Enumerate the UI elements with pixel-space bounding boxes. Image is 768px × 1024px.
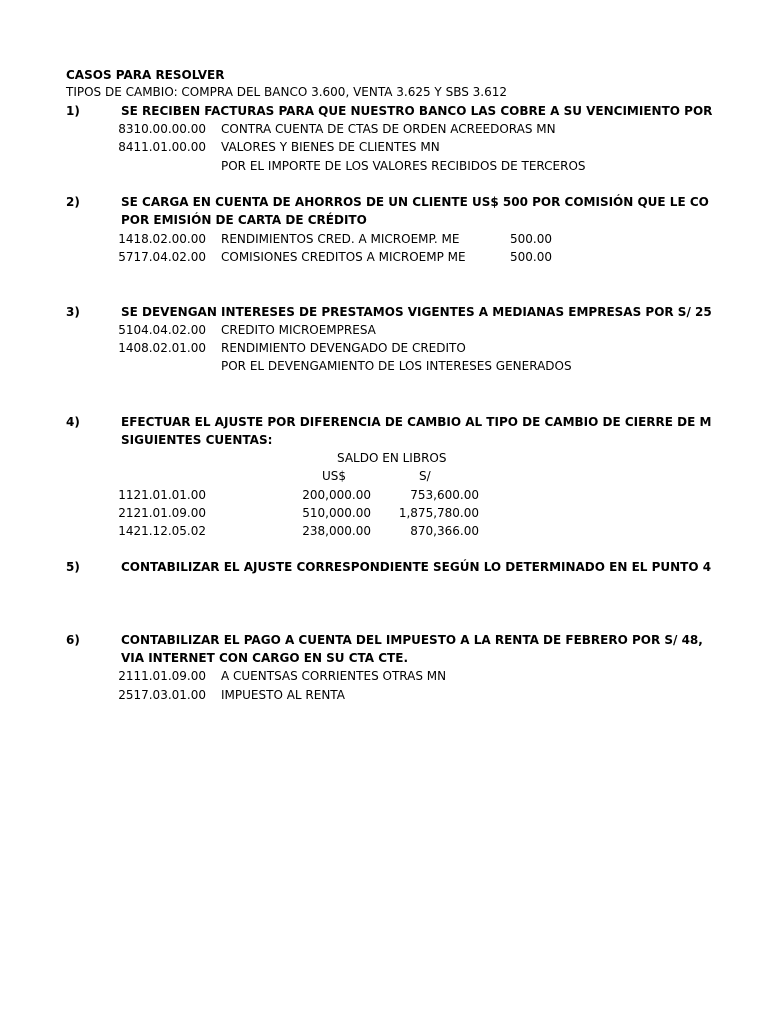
case-2-title: SE CARGA EN CUENTA DE AHORROS DE UN CLIENTE US$ 500 POR COMISIÓN QUE LE CO [121, 195, 709, 209]
case-1-account-1: 8310.00.00.00 [118, 122, 206, 136]
case-4-account-2: 2121.01.09.00 [118, 506, 206, 520]
case-2-desc-1: RENDIMIENTOS CRED. A MICROEMP. ME [221, 232, 460, 246]
case-3-number: 3) [66, 305, 80, 319]
case-6-account-2: 2517.03.01.00 [118, 688, 206, 702]
case-4-title-line-2: SIGUIENTES CUENTAS: [121, 433, 273, 447]
case-3-desc-1: CREDITO MICROEMPRESA [221, 323, 376, 337]
case-2-desc-2: COMISIONES CREDITOS A MICROEMP ME [221, 250, 466, 264]
case-1-account-2: 8411.01.00.00 [118, 140, 206, 154]
case-6-title-line-2: VIA INTERNET CON CARGO EN SU CTA CTE. [121, 651, 408, 665]
case-3-title: SE DEVENGAN INTERESES DE PRESTAMOS VIGENTES A MEDIANAS EMPRESAS POR S/ 25 [121, 305, 712, 319]
case-2-title-line-2: POR EMISIÓN DE CARTA DE CRÉDITO [121, 213, 367, 227]
case-6-desc-1: A CUENTSAS CORRIENTES OTRAS MN [221, 669, 447, 683]
case-3-desc-2: RENDIMIENTO DEVENGADO DE CREDITO [221, 341, 466, 355]
case-3-account-1: 5104.04.02.00 [118, 323, 206, 337]
case-4-usd-2: 510,000.00 [302, 506, 371, 520]
case-4-pen-1: 753,600.00 [410, 488, 479, 502]
case-3-account-2: 1408.02.01.00 [118, 341, 206, 355]
case-5-number: 5) [66, 560, 80, 574]
case-4-col-pen: S/ [419, 469, 431, 483]
case-2-amount-1: 500.00 [510, 232, 552, 246]
exchange-rates-line: TIPOS DE CAMBIO: COMPRA DEL BANCO 3.600, VENTA 3.625 Y SBS 3.612 [66, 85, 507, 99]
case-4-col-usd: US$ [322, 469, 347, 483]
case-2-number: 2) [66, 195, 80, 209]
case-2-account-1: 1418.02.00.00 [118, 232, 206, 246]
case-5-title: CONTABILIZAR EL AJUSTE CORRESPONDIENTE SEGÚN LO DETERMINADO EN EL PUNTO 4 [121, 560, 712, 574]
case-4-pen-2: 1,875,780.00 [398, 506, 479, 520]
case-6-title: CONTABILIZAR EL PAGO A CUENTA DEL IMPUESTO A LA RENTA DE FEBRERO POR S/ 48, [121, 633, 703, 647]
case-2-amount-2: 500.00 [510, 250, 552, 264]
case-3-note: POR EL DEVENGAMIENTO DE LOS INTERESES GENERADOS [221, 359, 572, 373]
case-6-account-1: 2111.01.09.00 [118, 669, 206, 683]
case-4-usd-3: 238,000.00 [302, 524, 371, 538]
case-1-note: POR EL IMPORTE DE LOS VALORES RECIBIDOS DE TERCEROS [221, 159, 586, 173]
case-1-desc-1: CONTRA CUENTA DE CTAS DE ORDEN ACREEDORAS MN [221, 122, 556, 136]
case-4-number: 4) [66, 415, 80, 429]
case-2-account-2: 5717.04.02.00 [118, 250, 206, 264]
case-6-number: 6) [66, 633, 80, 647]
case-1-desc-2: VALORES Y BIENES DE CLIENTES MN [221, 140, 440, 154]
case-1-number: 1) [66, 104, 80, 118]
case-4-pen-3: 870,366.00 [410, 524, 479, 538]
case-4-table-title: SALDO EN LIBROS [337, 451, 447, 465]
case-4-usd-1: 200,000.00 [302, 488, 371, 502]
case-4-account-1: 1121.01.01.00 [118, 488, 206, 502]
case-4-account-3: 1421.12.05.02 [118, 524, 206, 538]
document-title: CASOS PARA RESOLVER [66, 68, 225, 82]
case-6-desc-2: IMPUESTO AL RENTA [221, 688, 345, 702]
case-4-title: EFECTUAR EL AJUSTE POR DIFERENCIA DE CAMBIO AL TIPO DE CAMBIO DE CIERRE DE M [121, 415, 712, 429]
case-1-title: SE RECIBEN FACTURAS PARA QUE NUESTRO BANCO LAS COBRE A SU VENCIMIENTO POR [121, 104, 713, 118]
